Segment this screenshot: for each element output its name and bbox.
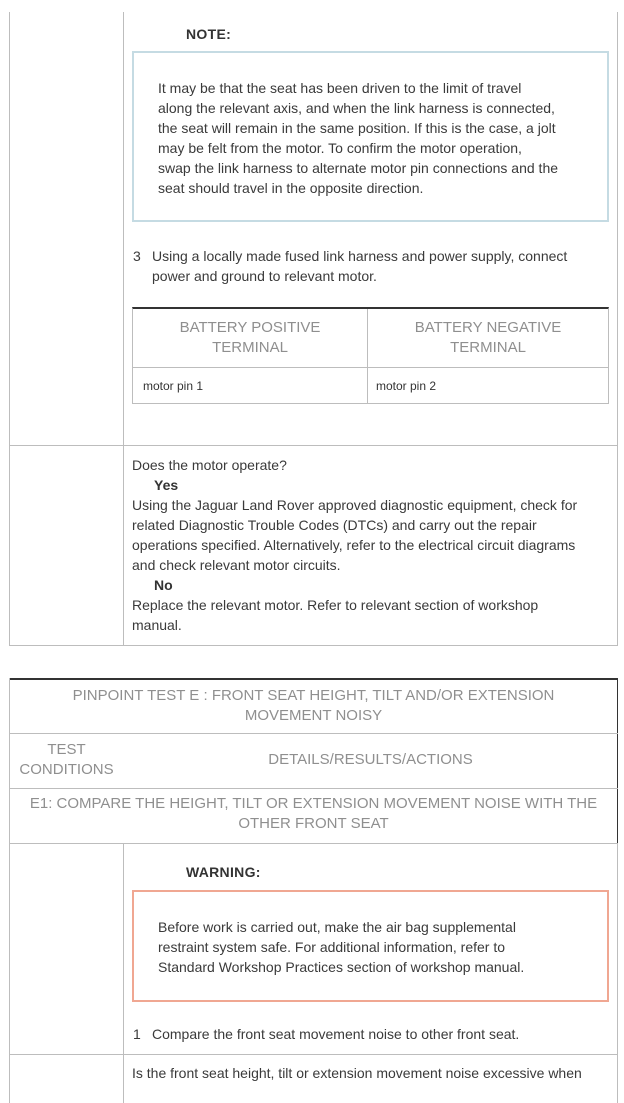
column-divider [123,12,124,646]
table-top-border [9,678,618,680]
table-border-right [617,12,618,646]
note-line: may be felt from the motor. To confirm the motor operation, [158,140,522,156]
header-line: CONDITIONS [19,761,114,778]
pinpoint-test-e [0,678,624,1103]
pin-table [132,307,609,404]
yes-line: related Diagnostic Trouble Codes (DTCs) and carry out the repair [132,517,537,533]
row-divider [9,445,618,446]
step-line: power and ground to relevant motor. [152,268,377,284]
step-number: 3 [133,248,141,264]
col-header-battery-positive [133,318,367,358]
warning-box [132,890,609,1002]
step-text: Compare the front seat movement noise to other front seat. [152,1026,520,1042]
warning-label: WARNING: [186,864,261,880]
col-header-test-conditions [10,740,123,780]
note-box [132,51,609,222]
table-cell-motor-pin-1: motor pin 1 [143,379,204,393]
no-label: No [154,577,173,593]
step-line: Using a locally made fused link harness and power supply, connect [152,248,568,264]
note-label: NOTE: [186,26,232,42]
no-line: manual. [132,617,182,633]
table-border-right-lower [617,843,618,1103]
column-divider [123,843,124,1103]
step-number: 1 [133,1026,141,1042]
table-border-left [9,12,10,646]
header-line: TEST [47,741,86,758]
result-question: Does the motor operate? [132,457,287,473]
yes-line: operations specified. Alternatively, refer to the electrical circuit diagrams [132,537,576,553]
row-divider [9,843,618,844]
row-divider [9,1054,618,1055]
yes-label: Yes [154,477,179,493]
col-header-battery-negative [368,318,608,358]
note-line: It may be that the seat has been driven to the limit of travel [158,80,522,96]
row-divider [9,788,618,789]
yes-line: and check relevant motor circuits. [132,557,341,573]
yes-line: Using the Jaguar Land Rover approved diagnostic equipment, check for [132,497,578,513]
warning-line: Standard Workshop Practices section of workshop manual. [158,959,525,975]
warning-line: Before work is carried out, make the air bag supplemental [158,919,516,935]
warning-line: restraint system safe. For additional information, refer to [158,939,506,955]
note-line: the seat will remain in the same position. If this is the case, a jolt [158,120,556,136]
note-text [158,78,598,198]
e1-line: OTHER FRONT SEAT [238,815,389,832]
header-line: TERMINAL [450,339,526,356]
header-line: TERMINAL [212,339,288,356]
result-question: Is the front seat height, tilt or extension movement noise excessive when [132,1065,582,1081]
no-line: Replace the relevant motor. Refer to relevant section of workshop [132,597,539,613]
note-line: seat should travel in the opposite direction. [158,180,424,196]
title-line: PINPOINT TEST E : FRONT SEAT HEIGHT, TILT AND/OR EXTENSION [72,687,555,704]
note-line: swap the link harness to alternate motor pin connections and the [158,160,559,176]
e1-line: E1: COMPARE THE HEIGHT, TILT OR EXTENSION MOVEMENT NOISE WITH THE [29,795,598,812]
header-line: BATTERY NEGATIVE [414,319,562,336]
result-block [132,455,616,635]
warning-text [158,917,598,977]
row-divider [9,733,618,734]
table-border-bottom [9,645,618,646]
step-e1-title [10,794,617,834]
note-line: along the relevant axis, and when the link harness is connected, [158,100,555,116]
table-border-right [617,678,618,843]
header-line: BATTERY POSITIVE [179,319,321,336]
pinpoint-title [10,686,617,726]
step-text [152,246,612,286]
title-line: MOVEMENT NOISY [244,707,383,724]
col-header-details: DETAILS/RESULTS/ACTIONS [268,751,473,768]
table-cell-motor-pin-2: motor pin 2 [376,379,437,393]
pin-table-row-divider [133,367,608,368]
